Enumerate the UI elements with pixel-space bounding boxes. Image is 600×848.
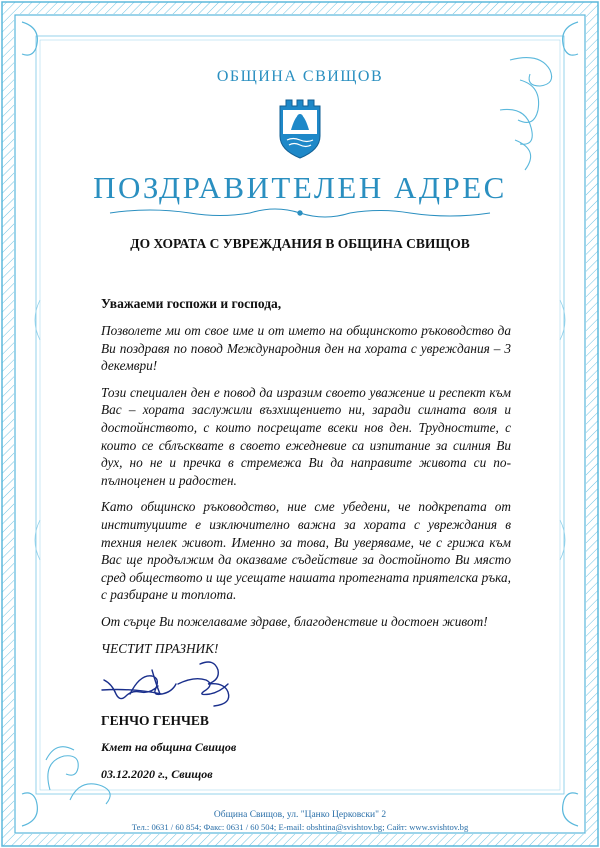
footer-address: Община Свищов, ул. "Цанко Церковски" 2 <box>213 810 387 820</box>
greeting: Уважаеми госпожи и господа, <box>101 296 282 311</box>
recipient-heading: ДО ХОРАТА С УВРЕЖДАНИЯ В ОБЩИНА СВИЩОВ <box>130 236 470 251</box>
closing-line: ЧЕСТИТ ПРАЗНИК! <box>101 640 219 656</box>
title-ornament <box>100 206 500 220</box>
organization-name: ОБЩИНА СВИЩОВ <box>216 68 384 85</box>
paragraph: Като общинско ръководство, ние сме убедени, че подкрепата от институциите е изключително важна за хората с увреждания в техния нелек живот. Именно за това, Ви уверяваме, че с грижа към Вас ще продължим да оказваме съдействие за достойното Ви място сред обществото и ще усещате нашата протегната приятелска ръка, с разбиране и топлота. <box>101 499 511 603</box>
document-date: 03.12.2020 г., Свищов <box>101 767 213 781</box>
signer-name: ГЕНЧО ГЕНЧЕВ <box>101 713 209 728</box>
footer-contacts: Тел.: 0631 / 60 854; Факс: 0631 / 60 504; E-mail: obshtina@svishtov.bg; Сайт: www.svishtov.bg <box>131 822 469 832</box>
paragraph: Този специален ден е повод да изразим своето уважение и респект към Вас – хората заслужили възхищението ни, заради силната воля и достойнството, с които посрещате всеки нов ден. Трудностите, с които се сблъсквате в своето ежедневие са изпитание за силния Ви дух, но не и пречка в стремежа Ви да направите живота си по-пълноценен и радостен. <box>101 384 511 488</box>
paragraph: Позволете ми от свое име и от името на общинското ръководство да Ви поздравя по повод Международния ден на хората с увреждания – 3 декември! <box>101 323 511 374</box>
signer-position: Кмет на община Свищов <box>101 740 237 754</box>
handwritten-signature <box>100 650 240 710</box>
letter-body <box>101 322 511 666</box>
paragraph: От сърце Ви пожелаваме здраве, благоденствие и достоен живот! <box>101 613 488 629</box>
municipal-coat-of-arms-icon <box>277 96 323 160</box>
document-title: ПОЗДРАВИТЕЛЕН АДРЕС <box>93 170 507 205</box>
